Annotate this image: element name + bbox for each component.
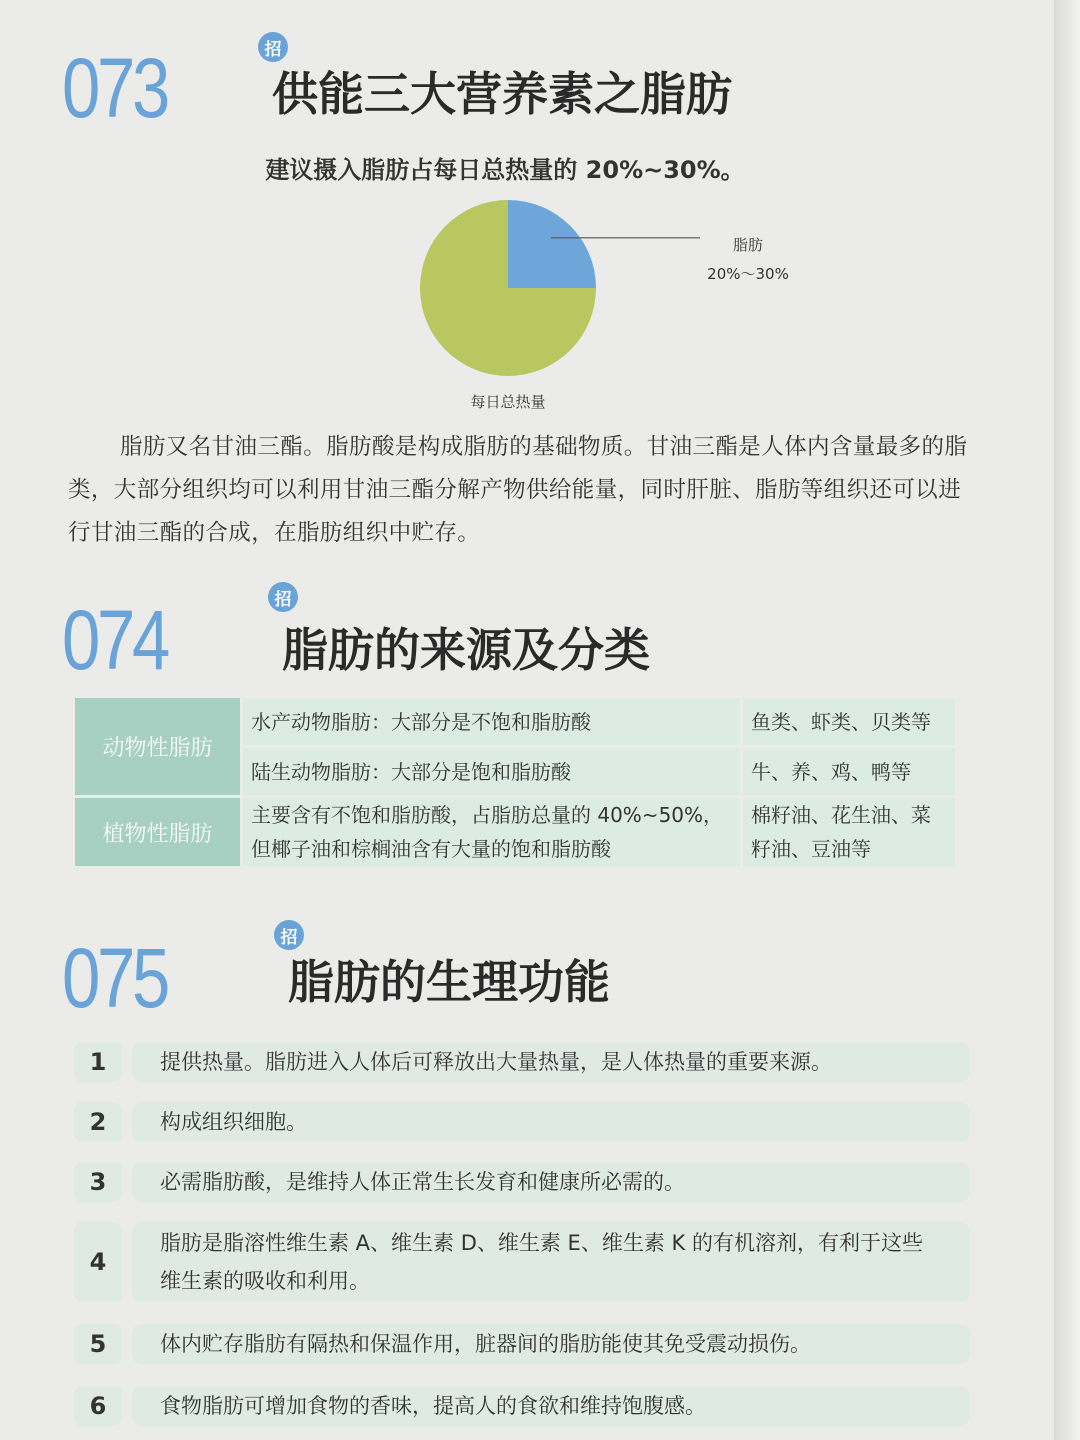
table-cell-source: 鱼类、虾类、贝类等 — [742, 697, 957, 747]
item-number: 4 — [74, 1222, 122, 1302]
item-number: 6 — [74, 1386, 122, 1426]
pie-slice-fat — [508, 200, 596, 288]
list-item — [74, 1386, 970, 1426]
list-item — [74, 1042, 970, 1082]
plant-fat-category: 植物性脂肪 — [74, 797, 242, 868]
item-text: 脂肪是脂溶性维生素 A、维生素 D、维生素 E、维生素 K 的有机溶剂，有利于这些维生素的吸收和利用。 — [132, 1222, 970, 1302]
total-calories-label: 每日总热量 — [470, 393, 546, 411]
table-cell-desc: 陆生动物脂肪：大部分是饱和脂肪酸 — [242, 747, 742, 797]
item-number: 3 — [74, 1162, 122, 1202]
section-number: 074 — [62, 593, 168, 687]
table-row — [74, 797, 957, 868]
section-badge: 招 — [274, 920, 304, 950]
list-item — [74, 1102, 970, 1142]
item-text: 构成组织细胞。 — [132, 1102, 970, 1142]
item-text: 必需脂肪酸，是维持人体正常生长发育和健康所必需的。 — [132, 1162, 970, 1202]
table-cell-desc: 水产动物脂肪：大部分是不饱和脂肪酸 — [242, 697, 742, 747]
chart-title: 建议摄入脂肪占每日总热量的 20%~30%。 — [265, 156, 745, 184]
item-number: 1 — [74, 1042, 122, 1082]
page-edge — [1054, 0, 1080, 1440]
item-text: 提供热量。脂肪进入人体后可释放出大量热量，是人体热量的重要来源。 — [132, 1042, 970, 1082]
animal-fat-category: 动物性脂肪 — [74, 697, 242, 797]
section-title: 脂肪的生理功能 — [288, 955, 610, 1009]
list-item — [74, 1162, 970, 1202]
section-badge: 招 — [258, 32, 288, 62]
section-number: 073 — [62, 41, 168, 135]
list-item — [74, 1222, 970, 1302]
item-text: 食物脂肪可增加食物的香味，提高人的食欲和维持饱腹感。 — [132, 1386, 970, 1426]
item-number: 5 — [74, 1324, 122, 1364]
section-number: 075 — [62, 931, 168, 1025]
section-title: 脂肪的来源及分类 — [282, 623, 650, 677]
fat-intro-paragraph: 脂肪又名甘油三酯。脂肪酸是构成脂肪的基础物质。甘油三酯是人体内含量最多的脂类，大部分组织均可以利用甘油三酯分解产物供给能量，同时肝脏、脂肪等组织还可以进行甘油三酯的合成，在脂肪组织中贮存。 — [68, 434, 968, 546]
pie-chart — [400, 195, 820, 420]
item-text: 体内贮存脂肪有隔热和保温作用，脏器间的脂肪能使其免受震动损伤。 — [132, 1324, 970, 1364]
section-title: 供能三大营养素之脂肪 — [272, 67, 732, 121]
item-number: 2 — [74, 1102, 122, 1142]
fat-slice-label: 脂肪 — [732, 236, 764, 254]
fat-classification-table — [72, 695, 958, 869]
table-cell-source: 牛、养、鸡、鸭等 — [742, 747, 957, 797]
table-row — [74, 697, 957, 747]
table-cell-desc: 主要含有不饱和脂肪酸，占脂肪总量的 40%~50%，但椰子油和棕榈油含有大量的饱和脂肪酸 — [242, 797, 742, 868]
section-badge: 招 — [268, 582, 298, 612]
list-item — [74, 1324, 970, 1364]
table-cell-source: 棉籽油、花生油、菜籽油、豆油等 — [742, 797, 957, 868]
fat-slice-range-label: 20%～30% — [707, 265, 789, 283]
